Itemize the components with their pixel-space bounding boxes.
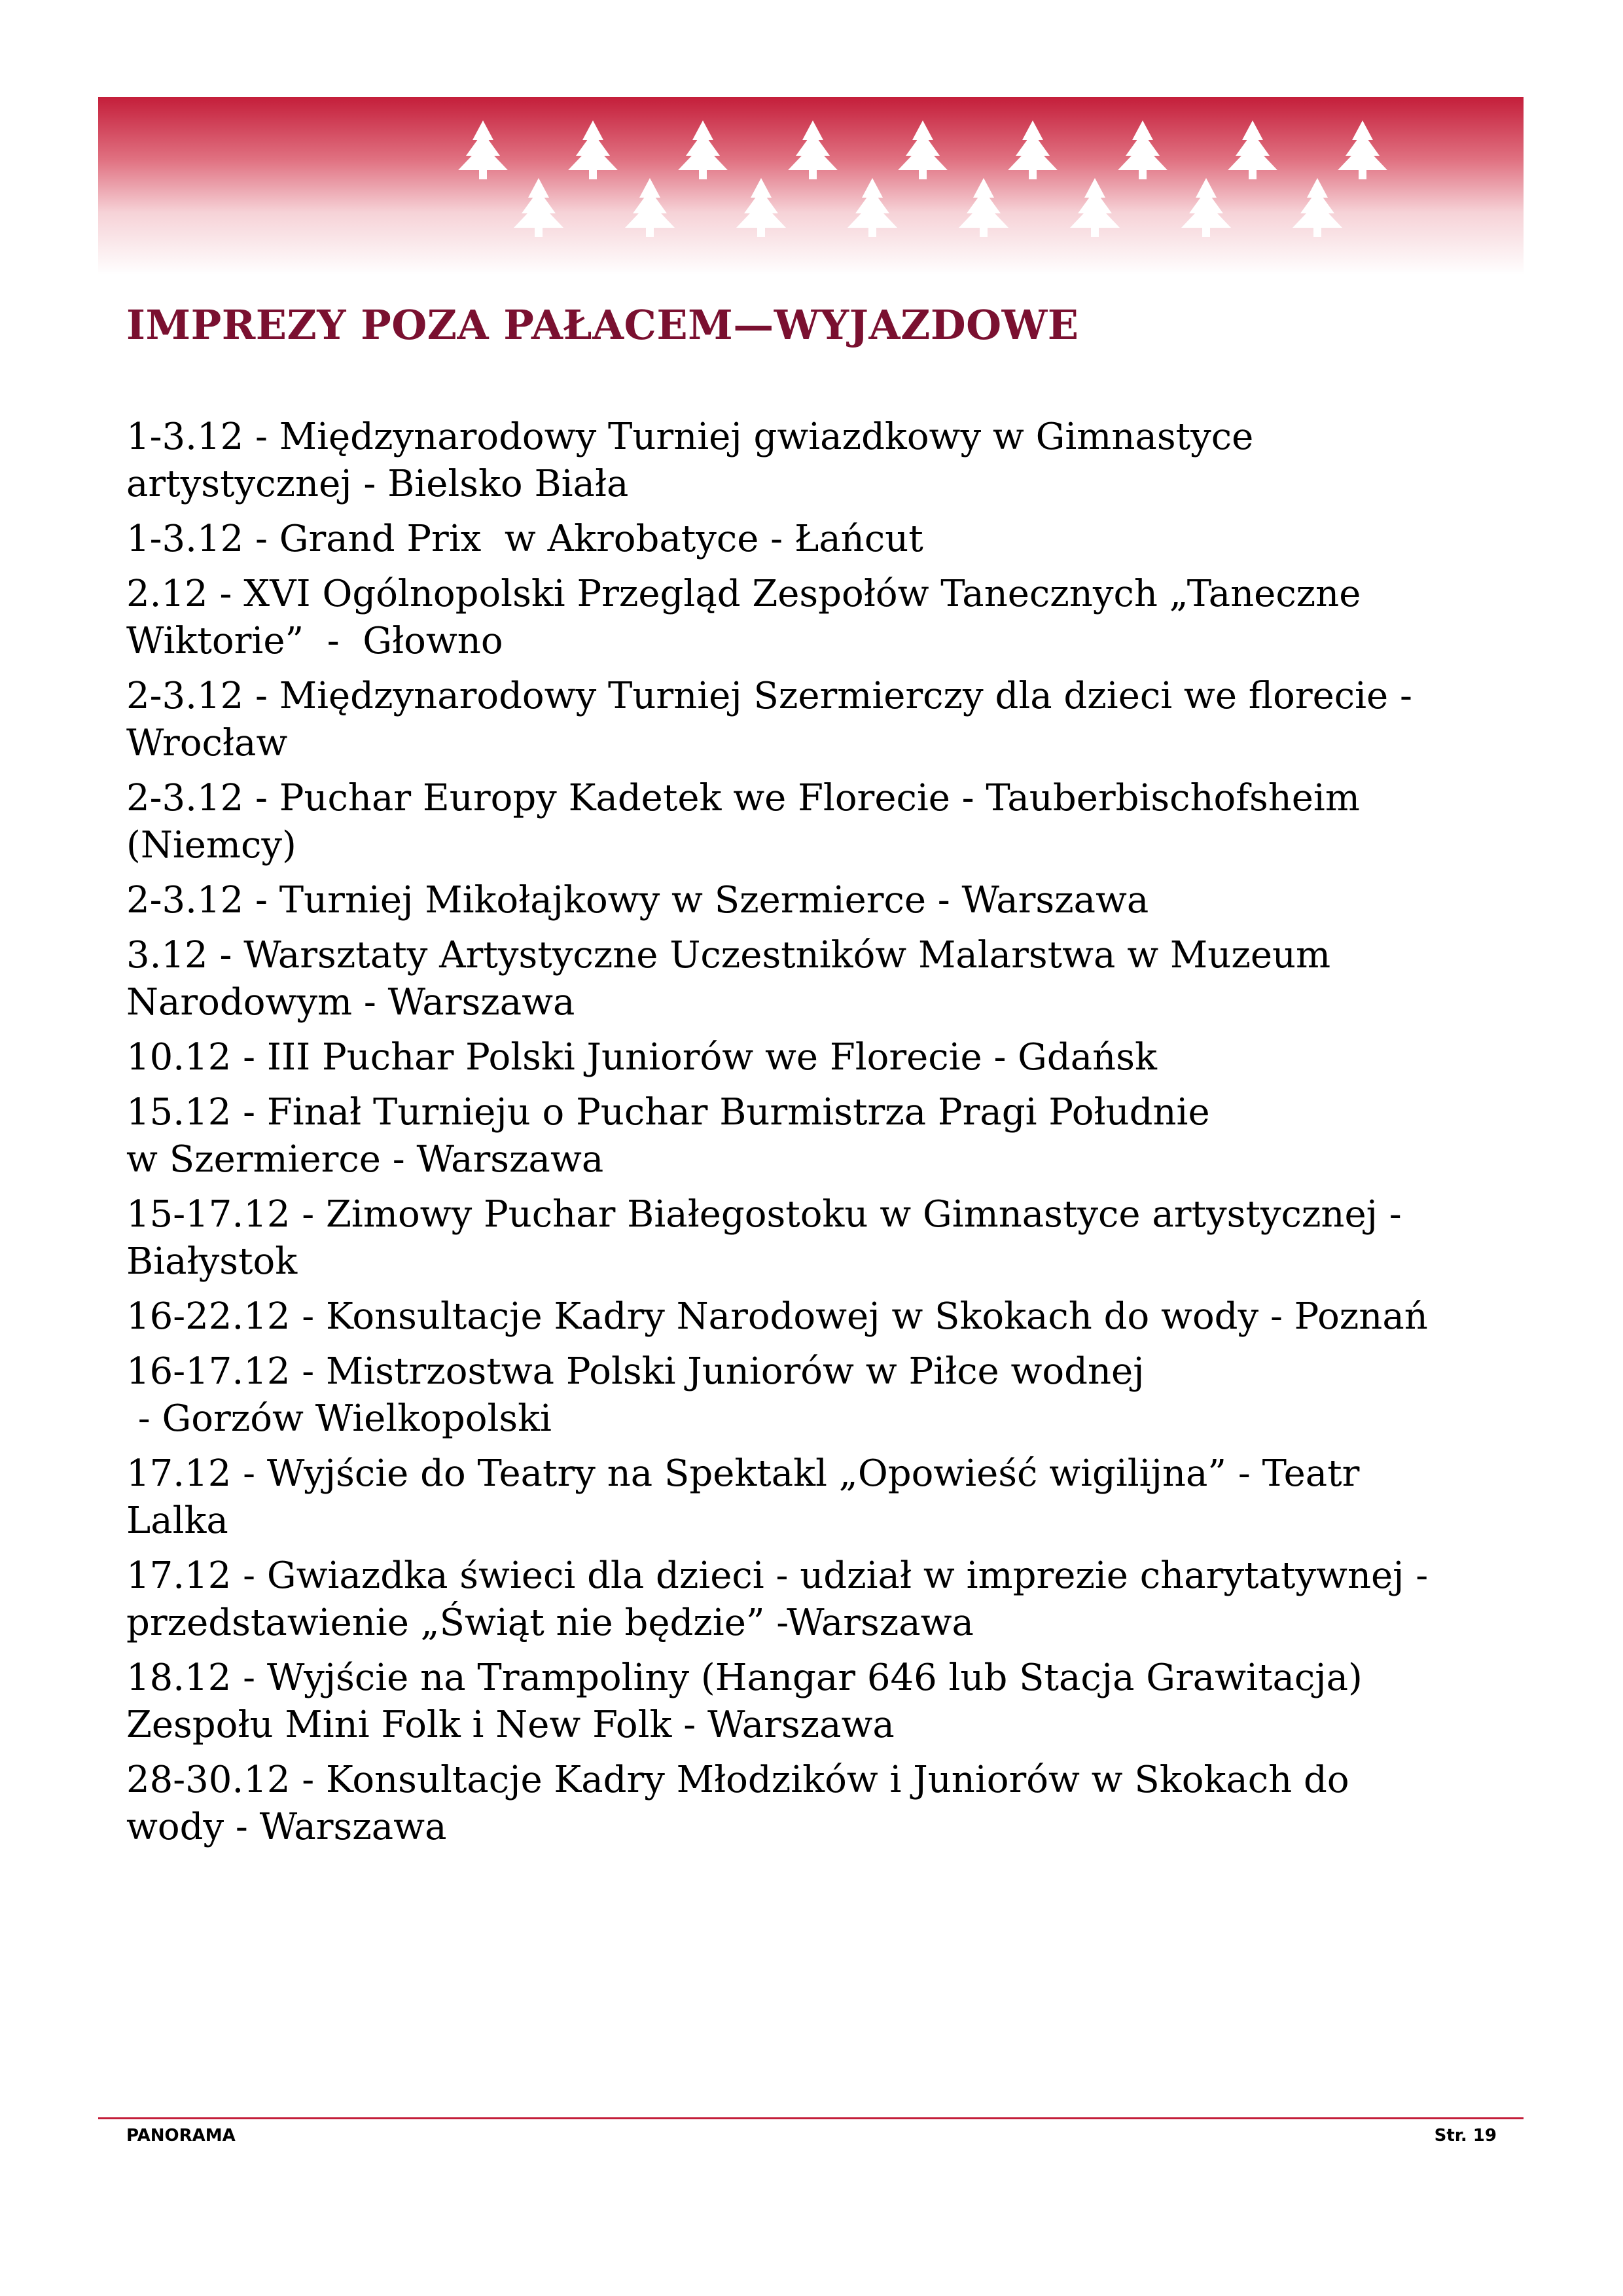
christmas-tree-icon xyxy=(959,178,1008,237)
event-line: (Niemcy) xyxy=(126,824,296,867)
christmas-tree-icon xyxy=(1338,120,1387,179)
event-line: 18.12 - Wyjście na Trampoliny (Hangar 646 lub Stacja Grawitacja) xyxy=(126,1657,1363,1699)
event-line: wody - Warszawa xyxy=(126,1806,447,1848)
event-line: 10.12 - III Puchar Polski Juniorów we Florecie - Gdańsk xyxy=(126,1036,1157,1079)
christmas-tree-icon xyxy=(788,120,838,179)
event-item xyxy=(126,1348,1501,1443)
header-banner xyxy=(98,97,1524,275)
event-item xyxy=(126,1757,1501,1851)
event-line: 28-30.12 - Konsultacje Kadry Młodzików i Juniorów w Skokach do xyxy=(126,1759,1349,1801)
christmas-tree-icon xyxy=(1181,178,1231,237)
event-item xyxy=(126,1191,1501,1285)
event-line: w Szermierce - Warszawa xyxy=(126,1138,604,1181)
event-item xyxy=(126,571,1501,665)
christmas-tree-icon xyxy=(458,120,508,179)
event-line: 16-17.12 - Mistrzostwa Polski Juniorów w Piłce wodnej xyxy=(126,1350,1145,1393)
christmas-tree-icon xyxy=(1118,120,1168,179)
event-item xyxy=(126,673,1501,767)
christmas-tree-icon xyxy=(514,178,563,237)
event-line: 2-3.12 - Puchar Europy Kadetek we Florecie - Tauberbischofsheim xyxy=(126,777,1360,819)
christmas-tree-icon xyxy=(898,120,948,179)
event-item xyxy=(126,1089,1501,1183)
event-line: Wrocław xyxy=(126,722,288,764)
event-line: 15.12 - Finał Turnieju o Puchar Burmistrza Pragi Południe xyxy=(126,1091,1210,1134)
event-line: - Gorzów Wielkopolski xyxy=(126,1397,552,1440)
christmas-trees-decoration xyxy=(98,97,1524,275)
christmas-tree-icon xyxy=(847,178,897,237)
footer-publication: PANORAMA xyxy=(126,2126,236,2145)
event-item xyxy=(126,1034,1501,1081)
event-item xyxy=(126,775,1501,869)
event-line: 3.12 - Warsztaty Artystyczne Uczestników Malarstwa w Muzeum xyxy=(126,934,1331,977)
event-line: 2.12 - XVI Ogólnopolski Przegląd Zespołów Tanecznych „Taneczne xyxy=(126,573,1361,615)
event-line: 1-3.12 - Grand Prix w Akrobatyce - Łańcut xyxy=(126,518,923,560)
event-line: Lalka xyxy=(126,1499,228,1542)
event-line: przedstawienie „Świąt nie będzie” -Warszawa xyxy=(126,1602,974,1644)
christmas-tree-icon xyxy=(1008,120,1058,179)
christmas-tree-icon xyxy=(625,178,675,237)
event-line: 16-22.12 - Konsultacje Kadry Narodowej w Skokach do wody - Poznań xyxy=(126,1295,1428,1338)
christmas-tree-icon xyxy=(1293,178,1342,237)
christmas-tree-icon xyxy=(1228,120,1277,179)
event-line: 15-17.12 - Zimowy Puchar Białegostoku w Gimnastyce artystycznej - xyxy=(126,1193,1402,1236)
event-item xyxy=(126,1655,1501,1749)
footer-divider xyxy=(98,2117,1524,2119)
page-number: Str. 19 xyxy=(1434,2126,1497,2145)
event-line: Narodowym - Warszawa xyxy=(126,981,575,1024)
event-line: 2-3.12 - Międzynarodowy Turniej Szermierczy dla dzieci we florecie - xyxy=(126,675,1412,717)
event-item xyxy=(126,1552,1501,1647)
event-line: 1-3.12 - Międzynarodowy Turniej gwiazdkowy w Gimnastyce xyxy=(126,416,1254,458)
page-title: IMPREZY POZA PAŁACEM—WYJAZDOWE xyxy=(126,301,1079,349)
event-line: artystycznej - Bielsko Biała xyxy=(126,463,629,505)
event-item xyxy=(126,1450,1501,1545)
event-item xyxy=(126,414,1501,508)
event-line: 17.12 - Gwiazdka świeci dla dzieci - udział w imprezie charytatywnej - xyxy=(126,1554,1429,1597)
event-item xyxy=(126,877,1501,924)
event-item xyxy=(126,1293,1501,1340)
event-line: 2-3.12 - Turniej Mikołajkowy w Szermierce - Warszawa xyxy=(126,879,1149,922)
christmas-tree-icon xyxy=(568,120,618,179)
christmas-tree-icon xyxy=(736,178,786,237)
christmas-tree-icon xyxy=(1070,178,1120,237)
event-line: 17.12 - Wyjście do Teatry na Spektakl „Opowieść wigilijna” - Teatr xyxy=(126,1452,1360,1495)
event-line: Białystok xyxy=(126,1240,298,1283)
christmas-tree-icon xyxy=(678,120,728,179)
event-item xyxy=(126,932,1501,1026)
event-list xyxy=(126,414,1501,1859)
event-item xyxy=(126,516,1501,563)
event-line: Wiktorie” - Głowno xyxy=(126,620,503,662)
event-line: Zespołu Mini Folk i New Folk - Warszawa xyxy=(126,1704,895,1746)
